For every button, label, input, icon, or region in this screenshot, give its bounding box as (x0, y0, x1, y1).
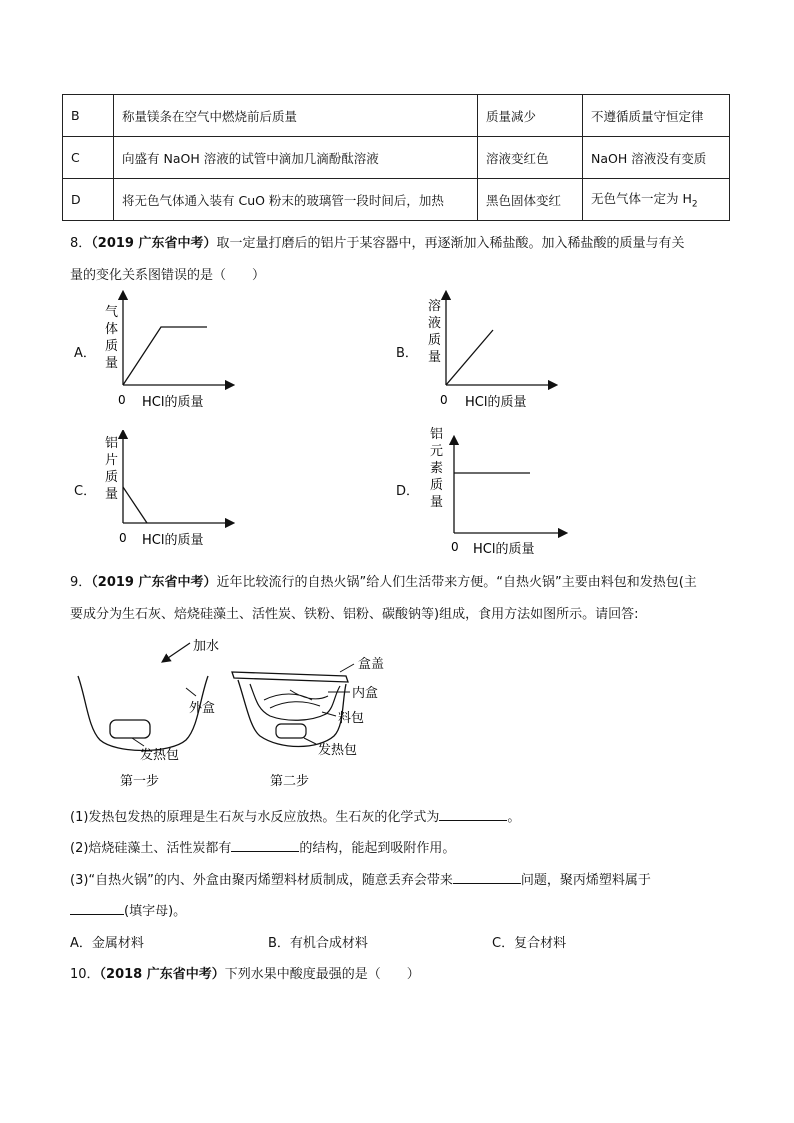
y-label-char: 质 (428, 333, 442, 348)
data-line (446, 330, 493, 385)
table-row (63, 95, 730, 137)
lid-shape (232, 672, 348, 682)
origin-label: 0 (440, 393, 448, 407)
x-label: HCl的质量 (465, 395, 527, 410)
ingredient-strokes (264, 690, 328, 708)
q9-sub2 (70, 837, 455, 856)
row-phenomenon: 质量减少 (478, 95, 583, 137)
q9-sub3-mid: 问题，聚丙烯塑料属于 (520, 873, 651, 888)
y-label-char: 量 (430, 495, 444, 510)
data-line (123, 487, 147, 523)
row-letter: D (63, 179, 114, 221)
row-conclusion: NaOH 溶液没有变质 (583, 137, 730, 179)
answer-table (62, 94, 730, 221)
q10-text: 下列水果中酸度最强的是（ ） (224, 967, 420, 982)
y-label-char: 气 (105, 305, 119, 320)
add-water-arrow (165, 643, 190, 660)
q9-line2: 要成分为生石灰、焙烧硅藻土、活性炭、铁粉、铝粉、碳酸钠等)组成，食用方法如图所示。请回答: (70, 607, 639, 622)
graph-b-option: B． (396, 346, 418, 361)
row-letter: B (63, 95, 114, 137)
y-label-char: 铝 (105, 436, 119, 451)
graph-a (95, 290, 235, 415)
origin-label: 0 (119, 531, 127, 545)
q8-text: 取一定量打磨后的铝片于某容器中，再逐渐加入稀盐酸。加入稀盐酸的质量与有关 (216, 236, 685, 251)
add-water-label: 加水 (193, 639, 220, 654)
table-row (63, 137, 730, 179)
q9-sub3-text: (3)“自热火锅”的内、外盒由聚丙烯塑料材质制成，随意丢弃会带来 (70, 873, 453, 888)
answer-blank-3[interactable] (453, 871, 521, 884)
graph-d (418, 420, 568, 560)
q10-line (70, 963, 420, 982)
row-phenomenon: 溶液变红色 (478, 137, 583, 179)
x-label: HCl的质量 (473, 542, 535, 557)
q9-sub1 (70, 806, 520, 825)
row-phenomenon: 黑色固体变红 (478, 179, 583, 221)
q9-sub3 (70, 869, 651, 888)
origin-label: 0 (451, 540, 459, 554)
q9-sub1-end: 。 (507, 810, 521, 825)
hotpot-figure (60, 628, 420, 796)
row-operation: 将无色气体通入装有 CuO 粉末的玻璃管一段时间后，加热 (114, 179, 478, 221)
q9-number: 9． (70, 575, 92, 590)
q9-sub3-end: (填字母)。 (124, 904, 187, 919)
y-label-char: 质 (430, 478, 444, 493)
row-operation: 向盛有 NaOH 溶液的试管中滴加几滴酚酞溶液 (114, 137, 478, 179)
outer-box-label: 外盒 (189, 701, 216, 716)
y-label-char: 量 (105, 487, 119, 502)
q9-text: 近年比较流行的自热火锅”给人们生活带来方便。“自热火锅”主要由料包和发热包(主 (216, 575, 697, 590)
q9-choice-b: B．有机合成材料 (268, 936, 368, 951)
outer-box-pointer (186, 688, 196, 696)
q9-sub2-text: (2)焙烧硅藻土、活性炭都有 (70, 841, 232, 856)
graph-b (418, 290, 558, 415)
y-label-char: 体 (105, 322, 119, 337)
heat-pack-1-label: 发热包 (140, 748, 180, 763)
q9-sub3-cont (70, 900, 186, 919)
y-label-char: 元 (430, 444, 444, 459)
heat-pack-2-pointer (304, 738, 316, 744)
outer-box-2 (238, 680, 346, 747)
inner-box-shape (250, 684, 340, 720)
lid-pointer (340, 664, 354, 672)
y-label-char: 铝 (430, 427, 444, 442)
x-label: HCl的质量 (142, 533, 204, 548)
x-label: HCl的质量 (142, 395, 204, 410)
q10-source: （2018 广东省中考） (99, 967, 225, 982)
q8-line1 (70, 232, 685, 251)
table-row (63, 179, 730, 221)
step1-label: 第一步 (120, 774, 160, 789)
graph-c (95, 430, 235, 552)
ingredient-pack-label: 料包 (338, 711, 365, 726)
y-label-char: 液 (428, 316, 442, 331)
row-letter: C (63, 137, 114, 179)
answer-blank-2[interactable] (231, 839, 299, 852)
y-label-char: 量 (105, 356, 119, 371)
q10-number: 10． (70, 967, 100, 982)
heat-pack-2-label: 发热包 (318, 743, 358, 758)
heat-pack-1-shape (110, 720, 150, 738)
q9-choice-a: A．金属材料 (70, 936, 144, 951)
y-label-char: 质 (105, 339, 119, 354)
inner-box-label: 内盒 (352, 686, 379, 701)
step2-label: 第二步 (270, 774, 310, 789)
y-label-char: 片 (105, 453, 119, 468)
lid-label: 盒盖 (358, 657, 385, 672)
q9-sub1-text: (1)发热包发热的原理是生石灰与水反应放热。生石灰的化学式为 (70, 810, 440, 825)
row-operation: 称量镁条在空气中燃烧前后质量 (114, 95, 478, 137)
y-label-char: 溶 (428, 299, 442, 314)
q8-line2: 量的变化关系图错误的是（ ） (70, 268, 266, 283)
data-line (123, 327, 207, 385)
q8-source: （2019 广东省中考） (91, 236, 217, 251)
y-label-char: 质 (105, 470, 119, 485)
q9-line1 (70, 571, 697, 590)
q8-number: 8． (70, 236, 92, 251)
row-conclusion: 无色气体一定为 $H_2$ (583, 179, 730, 221)
graph-c-option: C． (74, 484, 97, 499)
graph-a-option: A． (74, 346, 96, 361)
origin-label: 0 (118, 393, 126, 407)
y-label-char: 量 (428, 350, 442, 365)
q9-sub2-end: 的结构，能起到吸附作用。 (299, 841, 456, 856)
answer-blank-4[interactable] (70, 902, 124, 915)
graph-d-option: D． (396, 484, 420, 499)
answer-blank-1[interactable] (439, 808, 507, 821)
heat-pack-1-pointer (132, 738, 144, 746)
q9-choice-c: C．复合材料 (492, 936, 567, 951)
row-conclusion: 不遵循质量守恒定律 (583, 95, 730, 137)
q9-source: （2019 广东省中考） (91, 575, 217, 590)
y-label-char: 素 (430, 461, 444, 476)
heat-pack-2-shape (276, 724, 306, 738)
